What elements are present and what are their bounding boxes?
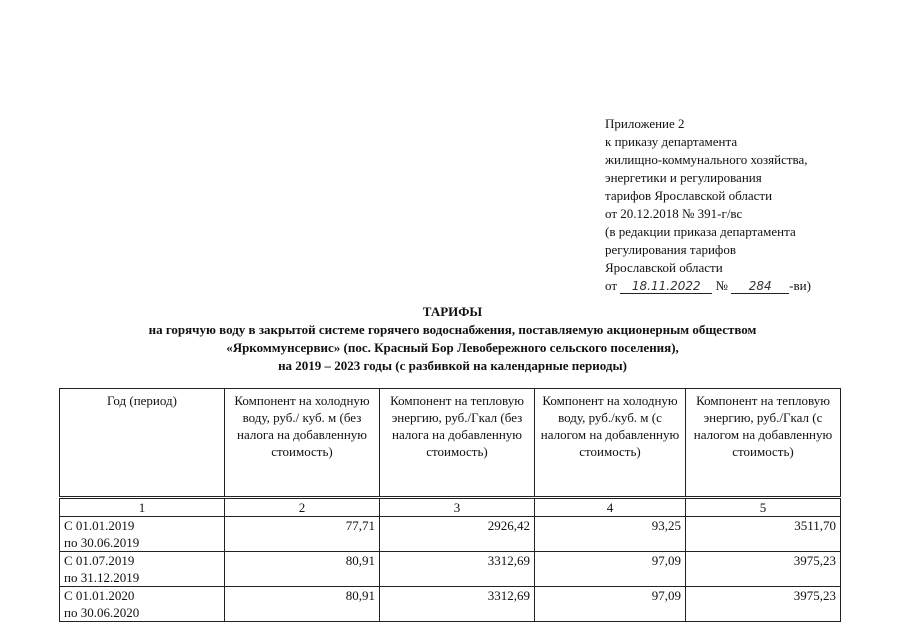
appendix-line: регулирования тарифов xyxy=(605,242,736,257)
period-cell xyxy=(60,517,225,552)
period-cell xyxy=(60,587,225,622)
table-row xyxy=(60,552,841,587)
tariff-table xyxy=(59,388,841,622)
number-sign: № xyxy=(715,278,728,293)
appendix-line: Ярославской области xyxy=(605,260,723,275)
value-cell: 77,71 xyxy=(225,517,380,552)
column-number: 4 xyxy=(535,498,686,517)
appendix-date-line xyxy=(605,277,895,295)
header-heat-no-vat: Компонент на тепловую энергию, руб./Гкал (без налога на добавленную стоимость) xyxy=(380,389,535,498)
period-to: по 30.06.2020 xyxy=(64,605,140,620)
period-from: С 01.01.2020 xyxy=(64,588,135,603)
column-number: 5 xyxy=(686,498,841,517)
value-cell: 97,09 xyxy=(535,552,686,587)
appendix-line: (в редакции приказа департамента xyxy=(605,224,796,239)
title-heading: ТАРИФЫ xyxy=(422,304,483,319)
table-header-row xyxy=(60,389,841,498)
number-suffix: -ви) xyxy=(789,278,811,293)
title-line: «Яркоммунсервис» (пос. Красный Бор Левобережного сельского поселения), xyxy=(226,340,679,355)
handwritten-date: 18.11.2022 xyxy=(620,279,712,294)
header-cold-water-vat: Компонент на холодную воду, руб./куб. м (с налогом на добавленную стоимость) xyxy=(535,389,686,498)
appendix-line: от 20.12.2018 № 391-г/вс xyxy=(605,206,743,221)
period-to: по 30.06.2019 xyxy=(64,535,140,550)
value-cell: 97,09 xyxy=(535,587,686,622)
header-heat-vat: Компонент на тепловую энергию, руб./Гкал (с налогом на добавленную стоимость) xyxy=(686,389,841,498)
value-cell: 3975,23 xyxy=(686,552,841,587)
period-to: по 31.12.2019 xyxy=(64,570,140,585)
period-from: С 01.01.2019 xyxy=(64,518,135,533)
table-row xyxy=(60,517,841,552)
appendix-block xyxy=(605,115,895,295)
column-number-row xyxy=(60,498,841,517)
header-cold-water-no-vat: Компонент на холодную воду, руб./ куб. м (без налога на добавленную стоимость) xyxy=(225,389,380,498)
value-cell: 2926,42 xyxy=(380,517,535,552)
period-cell xyxy=(60,552,225,587)
header-period: Год (период) xyxy=(60,389,225,498)
title-line: на 2019 – 2023 годы (с разбивкой на календарные периоды) xyxy=(278,358,627,373)
date-prefix: от xyxy=(605,278,618,293)
appendix-line: Приложение 2 xyxy=(605,116,685,131)
value-cell: 93,25 xyxy=(535,517,686,552)
appendix-line: энергетики и регулирования xyxy=(605,170,762,185)
value-cell: 3511,70 xyxy=(686,517,841,552)
value-cell: 3312,69 xyxy=(380,552,535,587)
appendix-line: к приказу департамента xyxy=(605,134,738,149)
appendix-line: тарифов Ярославской области xyxy=(605,188,773,203)
table-row xyxy=(60,587,841,622)
value-cell: 3975,23 xyxy=(686,587,841,622)
period-from: С 01.07.2019 xyxy=(64,553,135,568)
title-line: на горячую воду в закрытой системе горячего водоснабжения, поставляемую акционерным обществом xyxy=(148,322,757,337)
column-number: 3 xyxy=(380,498,535,517)
value-cell: 80,91 xyxy=(225,587,380,622)
value-cell: 80,91 xyxy=(225,552,380,587)
appendix-line: жилищно-коммунального хозяйства, xyxy=(605,152,808,167)
column-number: 2 xyxy=(225,498,380,517)
value-cell: 3312,69 xyxy=(380,587,535,622)
handwritten-number: 284 xyxy=(731,279,789,294)
column-number: 1 xyxy=(60,498,225,517)
document-title xyxy=(0,303,905,375)
